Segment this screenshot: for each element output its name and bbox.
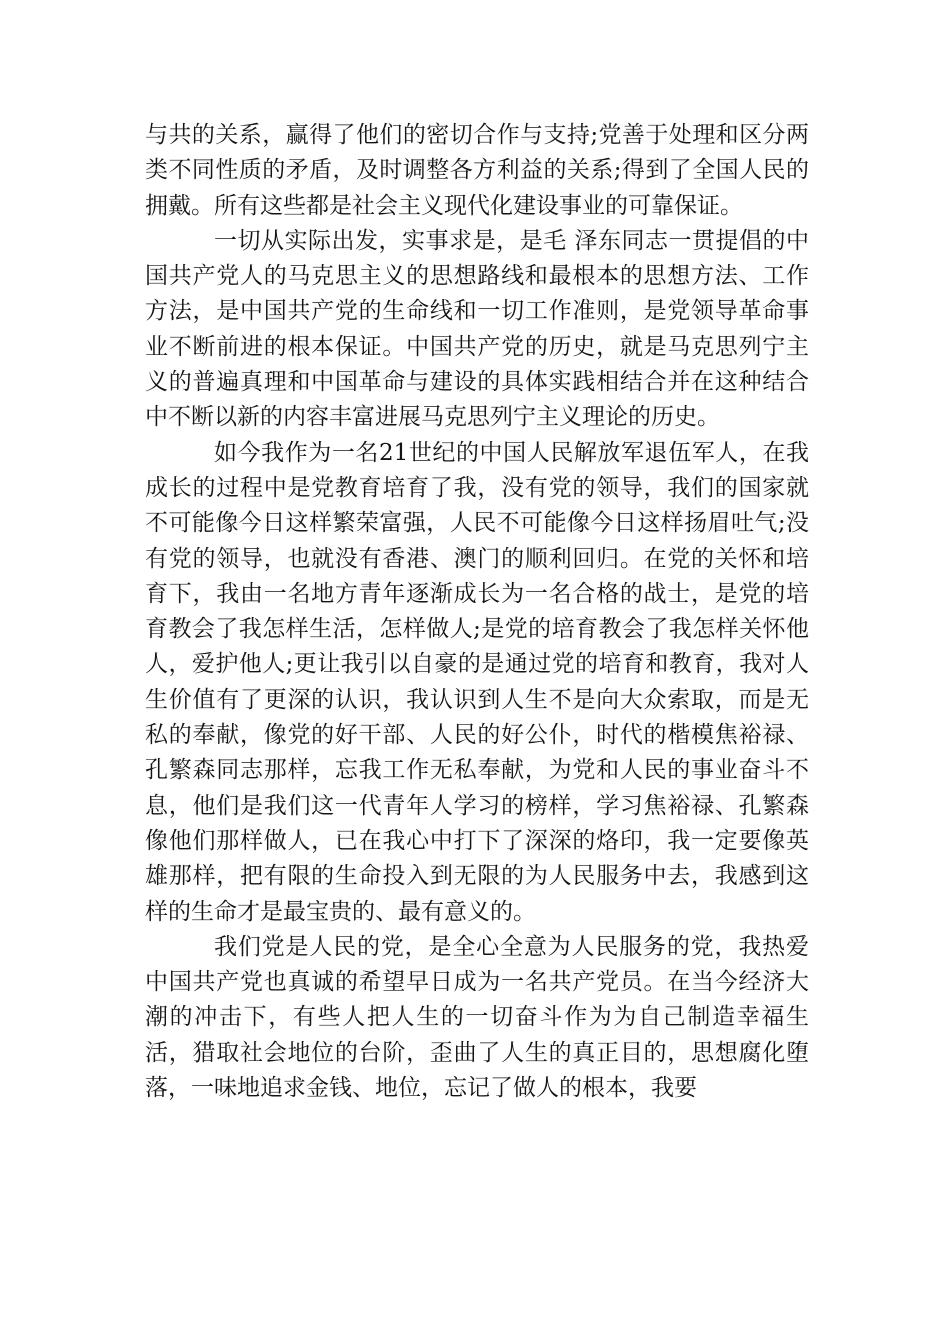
- paragraph-continued: 与共的关系，赢得了他们的密切合作与支持;党善于处理和区分两类不同性质的矛盾，及时调整各方利益的关系;得到了全国人民的拥戴。所有这些都是社会主义现代化建设事业的可靠保证。: [145, 122, 809, 219]
- paragraph-party-aspiration: 我们党是人民的党，是全心全意为人民服务的党，我热爱中国共产党也真诚的希望早日成为一名共产党员。在当今经济大潮的冲击下，有些人把人生的一切奋斗作为为自己制造幸福生活，猎取社会地位的台阶，歪曲了人生的真正目的，思想腐化堕落，一味地追求金钱、地位，忘记了做人的根本，我要: [145, 933, 809, 1102]
- paragraph-veteran-growth: 如今我作为一名21世纪的中国人民解放军退伍军人，在我成长的过程中是党教育培育了我，没有党的领导，我们的国家就不可能像今日这样繁荣富强，人民不可能像今日这样扬眉吐气;没有党的领导，也就没有香港、澳门的顺利回归。在党的关怀和培育下，我由一名地方青年逐渐成长为一名合格的战士，是党的培育教会了我怎样生活，怎样做人;是党的培育教会了我怎样关怀他人，爱护他人;更让我引以自豪的是通过党的培育和教育，我对人生价值有了更深的认识，我认识到人生不是向大众索取，而是无私的奉献，像党的好干部、人民的好公仆，时代的楷模焦裕禄、孔繁森同志那样，忘我工作无私奉献，为党和人民的事业奋斗不息，他们是我们这一代青年人学习的榜样，学习焦裕禄、孔繁森像他们那样做人，已在我心中打下了深深的烙印，我一定要像英雄那样，把有限的生命投入到无限的为人民服务中去，我感到这样的生命才是最宝贵的、最有意义的。: [145, 439, 809, 925]
- paragraph-seeking-truth: 一切从实际出发，实事求是，是毛 泽东同志一贯提倡的中国共产党人的马克思主义的思想路线和最根本的思想方法、工作方法，是中国共产党的生命线和一切工作准则，是党领导革命事业不断前进的根本保证。中国共产党的历史，就是马克思列宁主义的普遍真理和中国革命与建设的具体实践相结合并在这种结合中不断以新的内容丰富进展马克思列宁主义理论的历史。: [145, 227, 809, 431]
- document-body: [145, 118, 809, 1106]
